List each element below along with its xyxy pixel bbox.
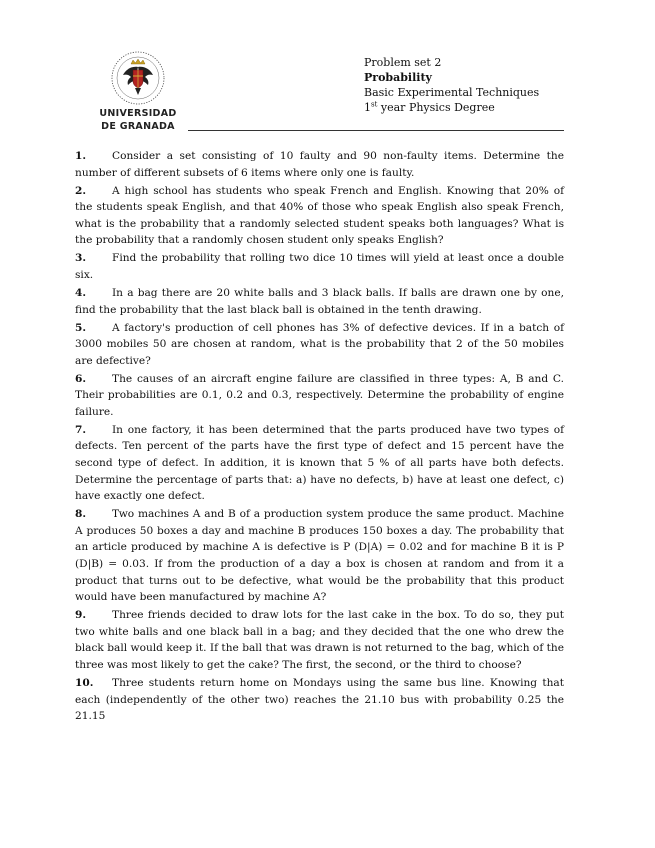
problem-item [75,371,564,421]
problem-number: 5. [75,321,87,334]
problem-text: A factory's production of cell phones has 3% of defective devices. If in a batch of 3000 mobiles 50 are chosen at random, what is the probability that 2 of the 50 mobiles are defective? [75,321,564,367]
problem-number: 7. [75,423,87,436]
problem-item [75,250,564,283]
problem-text: In one factory, it has been determined that the parts produced have two types of defects. Ten percent of the parts have the first type of defect and 15 percent have the second type of defect. In addition, it is known that 5 % of all parts have both defects. Determine the percentage of parts that: a) have no defects, b) have at least one defect, c) have exactly one defect. [75,423,564,503]
problem-item [75,422,564,505]
problem-item [75,148,564,181]
year-degree [364,100,539,115]
problem-number: 3. [75,252,87,265]
problem-text: Two machines A and B of a production system produce the same product. Machine A produces 50 boxes a day and machine B produces 150 boxes a day. The probability that an article produced by machine A is defective is P (D|A) = 0.02 and for machine B it is P (D|B) = 0.03. If from the production of a day a box is chosen at random and from it a product that turns out to be defective, what would be the probability that this product would have been manufactured by machine A? [75,508,564,604]
problem-item [75,285,564,318]
problem-number: 1. [75,150,87,162]
problem-number: 6. [75,372,87,385]
problem-number: 9. [75,609,87,622]
problem-number: 10. [75,676,94,689]
university-logo [92,50,184,132]
problem-text: In a bag there are 20 white balls and 3 black balls. If balls are drawn one by one, find the probability that the last black ball is obtained in the tenth drawing. [75,286,564,316]
year-degree-text: year Physics Degree [377,101,495,114]
problem-text: The causes of an aircraft engine failure are classified in three types: A, B and C. Their probabilities are 0.1, 0.2 and 0.3, respectively. Determine the probability of engine failure. [75,372,564,418]
problem-text: Find the probability that rolling two dice 10 times will yield at least once a double six. [75,252,564,281]
problem-item [75,506,564,606]
header-divider [188,130,564,131]
problem-item [75,183,564,249]
university-name-line2: DE GRANADA [101,121,175,132]
problem-text: A high school has students who speak French and English. Knowing that 20% of the students speak English, and that 40% of those who speak English also speak French, what is the probability that a randomly selected student speaks both languages? What is the probability that a randomly chosen student only speaks English? [75,184,564,247]
problem-list [75,148,564,723]
problem-number: 2. [75,184,87,197]
university-crest-icon [110,50,166,106]
course-name: Basic Experimental Techniques [364,86,540,99]
problem-item [75,607,564,673]
subject-title: Probability [364,71,432,84]
document-header [364,55,539,115]
problem-text: Three students return home on Mondays using the same bus line. Knowing that each (independently of the other two) reaches the 21.10 bus with probability 0.25 the 21.15 [75,676,564,723]
problem-number: 4. [75,286,87,299]
year-number: 1 [364,101,371,114]
problem-number: 8. [75,508,87,521]
university-name-line1: UNIVERSIDAD [99,108,177,119]
problem-item [75,320,564,370]
problem-item [75,675,564,723]
problem-set-label: Problem set 2 [364,56,442,69]
year-ordinal: st [371,100,378,109]
problem-text: Three friends decided to draw lots for the last cake in the box. To do so, they put two white balls and one black ball in a bag; and they decided that the one who drew the black ball would keep it. If the ball that was drawn is not returned to the bag, which of the three was most likely to get the cake? The first, the second, or the third to choose? [75,609,564,671]
problem-text: Consider a set consisting of 10 faulty and 90 non-faulty items. Determine the number of different subsets of 6 items where only one is faulty. [75,150,564,179]
